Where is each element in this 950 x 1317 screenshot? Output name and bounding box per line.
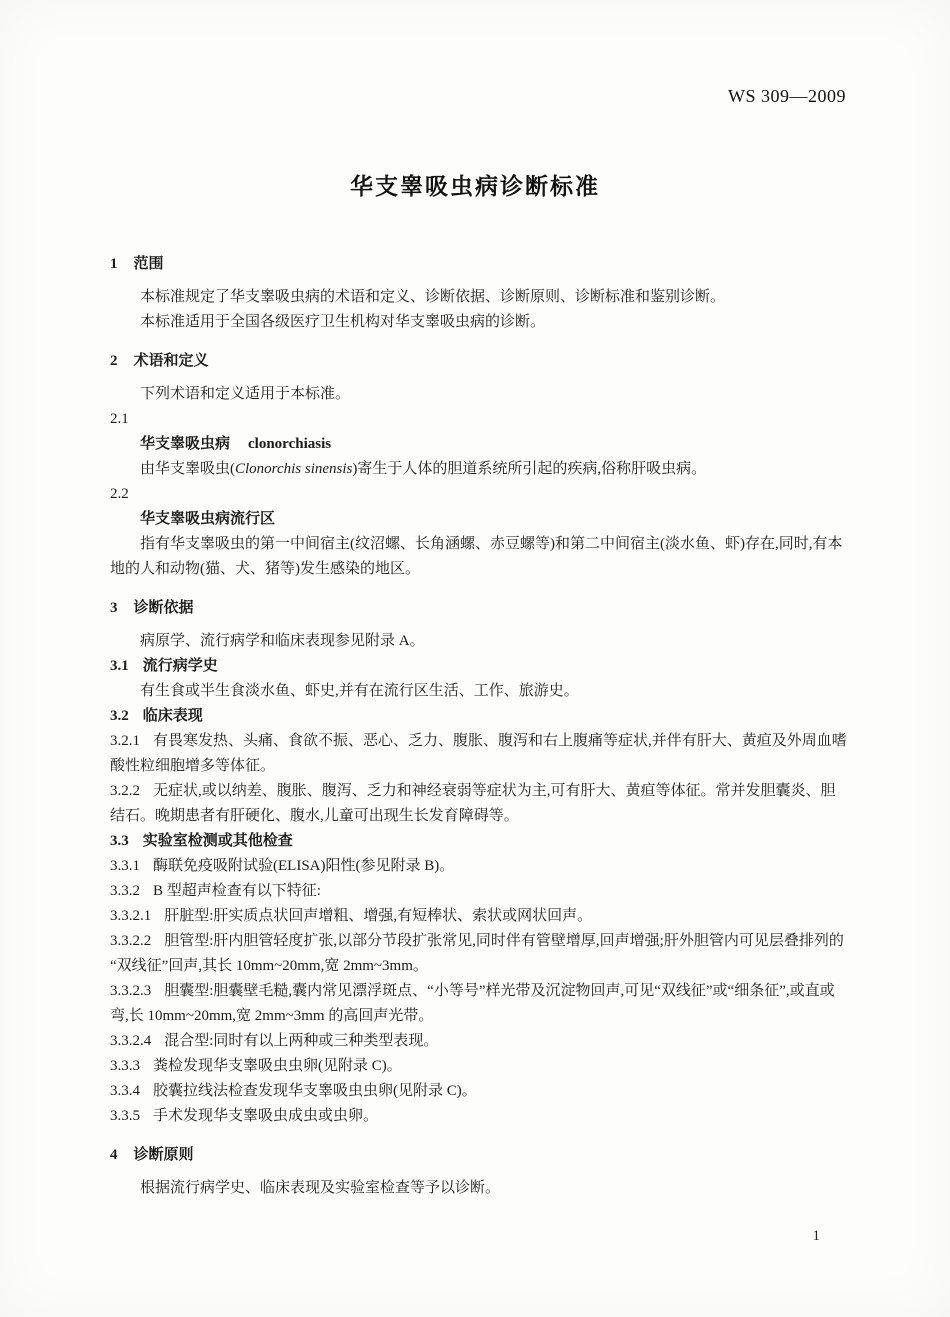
text-run: 本标准适用于全国各级医疗卫生机构对华支睾吸虫病的诊断。 [140, 314, 546, 330]
paragraph [110, 310, 847, 335]
page-number: 1 [812, 1228, 820, 1244]
section-heading [110, 596, 847, 621]
clause-number: 2.1 [110, 411, 129, 427]
paragraph [110, 382, 847, 407]
clause-number: 3.3.4 [110, 1083, 140, 1099]
text-run: 肝脏型:肝实质点状回声增粗、增强,有短棒状、索状或网状回声。 [164, 908, 593, 924]
clause-number: 3.2 [110, 708, 129, 724]
clause-number-line [110, 482, 847, 507]
clause-number: 3.3.5 [110, 1108, 140, 1124]
clause-number: 1 [110, 256, 118, 272]
section-heading [110, 349, 847, 374]
term-heading [110, 507, 847, 532]
text-run: 指有华支睾吸虫的第一中间宿主(纹沼螺、长角涵螺、赤豆螺等)和第二中间宿主(淡水鱼、虾)存在,同时,有本地的人和动物(猫、犬、猪等)发生感染的地区。 [110, 536, 843, 577]
clause-paragraph [110, 1054, 847, 1079]
text-run: 华支睾吸虫病 [140, 436, 231, 452]
text-run: 有畏寒发热、头痛、食欲不振、恶心、乏力、腹胀、腹泻和右上腹痛等症状,并伴有肝大、黄疸及外周血嗜酸性粒细胞增多等体征。 [110, 733, 847, 774]
clause-number: 3.3.1 [110, 858, 140, 874]
text-run: )寄生于人体的胆道系统所引起的疾病,俗称肝吸虫病。 [352, 461, 707, 477]
paragraph [110, 457, 847, 482]
text-run: 范围 [133, 256, 164, 272]
paragraph [110, 679, 847, 704]
text-run: 有生食或半生食淡水鱼、虾史,并有在流行区生活、工作、旅游史。 [140, 683, 579, 699]
text-run: 混合型:同时有以上两种或三种类型表现。 [164, 1033, 439, 1049]
clause-number: 3.3.2.2 [110, 933, 152, 949]
text-run: 实验室检测或其他检查 [142, 833, 293, 849]
paragraph [110, 629, 847, 654]
document-title: 华支睾吸虫病诊断标准 [350, 174, 600, 199]
clause-paragraph [110, 779, 847, 829]
text-run: B 型超声检查有以下特征: [153, 883, 321, 899]
clause-paragraph [110, 1079, 847, 1104]
clause-paragraph [110, 729, 847, 779]
standard-number: WS 309—2009 [728, 86, 846, 106]
clause-paragraph [110, 1104, 847, 1129]
clause-number: 3 [110, 600, 118, 616]
text-run: 流行病学史 [142, 658, 218, 674]
text-run: 胶囊拉线法检查发现华支睾吸虫虫卵(见附录 C)。 [153, 1083, 477, 1099]
text-run: 华支睾吸虫病流行区 [140, 511, 276, 527]
clause-number: 3.2.2 [110, 783, 140, 799]
clause-paragraph [110, 904, 847, 929]
clause-number: 3.3 [110, 833, 129, 849]
paragraph [110, 285, 847, 310]
subsection-heading [110, 829, 847, 854]
section-heading [110, 1143, 847, 1168]
clause-number: 3.3.3 [110, 1058, 140, 1074]
subsection-heading [110, 704, 847, 729]
clause-paragraph [110, 854, 847, 879]
text-run: 术语和定义 [133, 353, 209, 369]
clause-number: 3.3.2.1 [110, 908, 152, 924]
clause-number: 4 [110, 1147, 118, 1163]
clause-number: 3.3.2.4 [110, 1033, 152, 1049]
clause-number: 2.2 [110, 486, 129, 502]
text-run: 临床表现 [142, 708, 203, 724]
paragraph [110, 532, 847, 582]
clause-paragraph [110, 929, 847, 979]
text-run: 诊断依据 [133, 600, 194, 616]
clause-paragraph [110, 979, 847, 1029]
section-heading [110, 252, 847, 277]
text-run: 无症状,或以纳差、腹胀、腹泻、乏力和神经衰弱等症状为主,可有肝大、黄疸等体征。常并发胆囊炎、胆结石。晚期患者有肝硬化、腹水,儿童可出现生长发育障碍等。 [110, 783, 836, 824]
clause-number-line [110, 407, 847, 432]
paragraph [110, 1176, 847, 1201]
clause-number: 3.3.2.3 [110, 983, 152, 999]
text-run: 本标准规定了华支睾吸虫病的术语和定义、诊断依据、诊断原则、诊断标准和鉴别诊断。 [140, 289, 726, 305]
text-run: 诊断原则 [133, 1147, 194, 1163]
clause-number: 2 [110, 353, 118, 369]
clause-paragraph [110, 1029, 847, 1054]
term-heading [110, 432, 847, 457]
text-run: 由华支睾吸虫( [140, 461, 235, 477]
text-run: 手术发现华支睾吸虫成虫或虫卵。 [153, 1108, 379, 1124]
text-run: 胆管型:肝内胆管轻度扩张,以部分节段扩张常见,同时伴有管壁增厚,回声增强;肝外胆管内可见层叠排列的“双线征”回声,其长 10mm~20mm,宽 2mm~3mm。 [110, 933, 844, 974]
subsection-heading [110, 654, 847, 679]
text-run: 根据流行病学史、临床表现及实验室检查等予以诊断。 [140, 1180, 501, 1196]
clause-number: 3.3.2 [110, 883, 140, 899]
clause-number: 3.1 [110, 658, 129, 674]
text-run: 胆囊型:胆囊壁毛糙,囊内常见漂浮斑点、“小等号”样光带及沉淀物回声,可见“双线征”或“细条征”,或直或弯,长 10mm~20mm,宽 2mm~3mm 的高回声光带。 [110, 983, 835, 1024]
latin-species-name: Clonorchis sinensis [235, 461, 353, 477]
text-run: 下列术语和定义适用于本标准。 [140, 386, 351, 402]
text-run: 病原学、流行病学和临床表现参见附录 A。 [140, 633, 425, 649]
text-run: 酶联免疫吸附试验(ELISA)阳性(参见附录 B)。 [153, 858, 455, 874]
document-body [110, 252, 847, 1201]
clause-paragraph [110, 879, 847, 904]
clause-number: 3.2.1 [110, 733, 140, 749]
text-run: 粪检发现华支睾吸虫虫卵(见附录 C)。 [153, 1058, 402, 1074]
term-english-label: clonorchiasis [248, 436, 332, 452]
